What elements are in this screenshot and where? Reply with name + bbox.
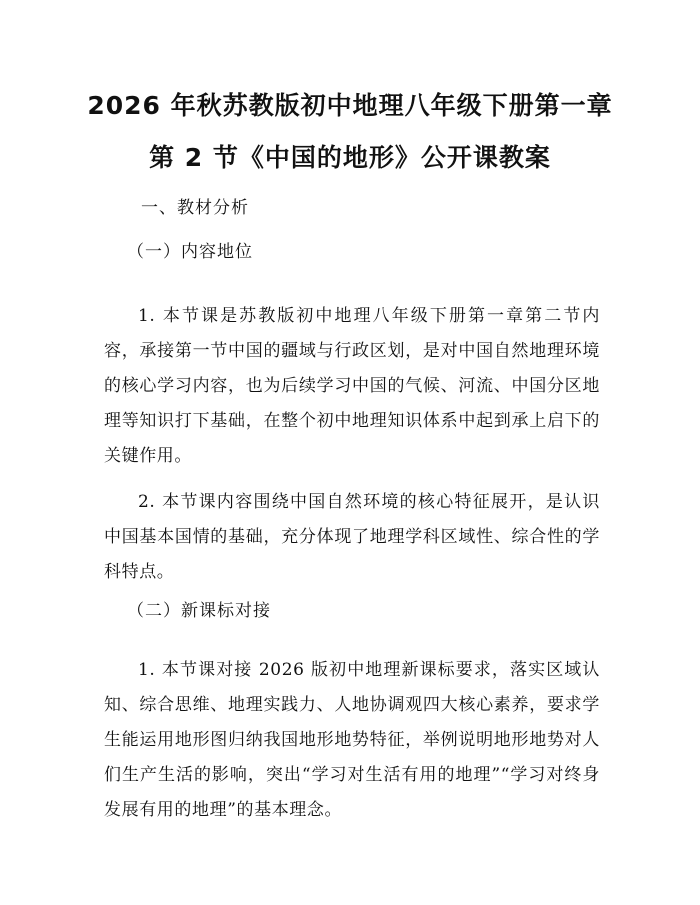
paragraph-content-position-1: 1. 本节课是苏教版初中地理八年级下册第一章第二节内容，承接第一节中国的疆域与行政区划，是对中国自然地理环境的核心学习内容，也为后续学习中国的气候、河流、中国分区地理等知识打下基础，在整个初中地理知识体系中起到承上启下的关键作用。: [104, 306, 600, 466]
section-heading-textbook-analysis: 一、教材分析: [141, 198, 249, 218]
subsection-heading-content-position: （一）内容地位: [127, 242, 253, 262]
paragraph-content-position-2: 2. 本节课内容围绕中国自然环境的核心特征展开，是认识中国基本国情的基础，充分体现了地理学科区域性、综合性的学科特点。: [104, 492, 600, 582]
subsection-heading-curriculum-standard: （二）新课标对接: [127, 601, 271, 621]
document-title-line-1: 2026 年秋苏教版初中地理八年级下册第一章: [87, 91, 613, 120]
document-title-line-2: 第 2 节《中国的地形》公开课教案: [149, 143, 551, 172]
paragraph-curriculum-standard-1: 1. 本节课对接 2026 版初中地理新课标要求，落实区域认知、综合思维、地理实践力、人地协调观四大核心素养，要求学生能运用地形图归纳我国地形地势特征，举例说明地形地势对人们生产生活的影响，突出“学习对生活有用的地理”“学习对终身发展有用的地理”的基本理念。: [104, 660, 600, 820]
